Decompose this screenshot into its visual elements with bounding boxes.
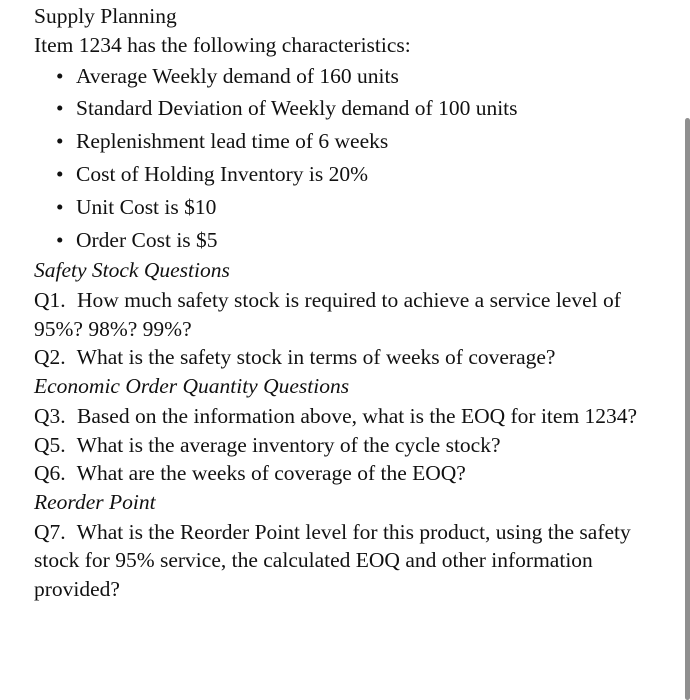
question-q2 xyxy=(34,343,674,372)
bullet-icon: • xyxy=(56,161,64,186)
section-heading-reorder-point: Reorder Point xyxy=(34,490,156,515)
bullet-icon: • xyxy=(56,96,64,121)
question-number: Q3. xyxy=(34,403,66,428)
question-q1 xyxy=(34,286,674,344)
question-number: Q6. xyxy=(34,461,66,486)
question-number: Q2. xyxy=(34,345,66,370)
question-text: Based on the information above, what is the EOQ for item 1234? xyxy=(77,403,638,428)
question-q6 xyxy=(34,459,674,488)
question-number: Q7. xyxy=(34,519,66,544)
list-item: • Cost of Holding Inventory is 20% xyxy=(56,158,674,191)
bullet-icon: • xyxy=(56,227,64,252)
bullet-icon: • xyxy=(56,129,64,154)
question-text: How much safety stock is required to achieve a service level of 95%? 98%? 99%? xyxy=(34,287,621,341)
characteristics-list xyxy=(34,60,674,257)
list-item: • Replenishment lead time of 6 weeks xyxy=(56,125,674,158)
question-text: What is the average inventory of the cycle stock? xyxy=(76,432,501,457)
question-q5 xyxy=(34,431,674,460)
bullet-icon: • xyxy=(56,194,64,219)
section-heading-safety-stock: Safety Stock Questions xyxy=(34,258,230,283)
document-title: Supply Planning xyxy=(34,4,177,28)
question-text: What are the weeks of coverage of the EOQ? xyxy=(76,461,466,486)
document-body xyxy=(34,2,674,604)
intro-text: Item 1234 has the following characteristics: xyxy=(34,32,411,57)
list-item: • Unit Cost is $10 xyxy=(56,191,674,224)
section-heading-eoq: Economic Order Quantity Questions xyxy=(34,374,350,399)
question-number: Q1. xyxy=(34,287,66,312)
question-text: What is the Reorder Point level for this product, using the safety stock for 95% service, the calculated EOQ and other information provided? xyxy=(34,519,631,602)
list-item: • Order Cost is $5 xyxy=(56,224,674,257)
bullet-icon: • xyxy=(56,63,64,88)
list-item: • Standard Deviation of Weekly demand of 100 units xyxy=(56,92,674,125)
question-text: What is the safety stock in terms of weeks of coverage? xyxy=(76,345,556,370)
list-item: • Average Weekly demand of 160 units xyxy=(56,60,674,93)
question-q7 xyxy=(34,518,674,604)
question-q3 xyxy=(34,402,674,431)
vertical-scrollbar[interactable] xyxy=(685,118,690,700)
question-number: Q5. xyxy=(34,432,66,457)
